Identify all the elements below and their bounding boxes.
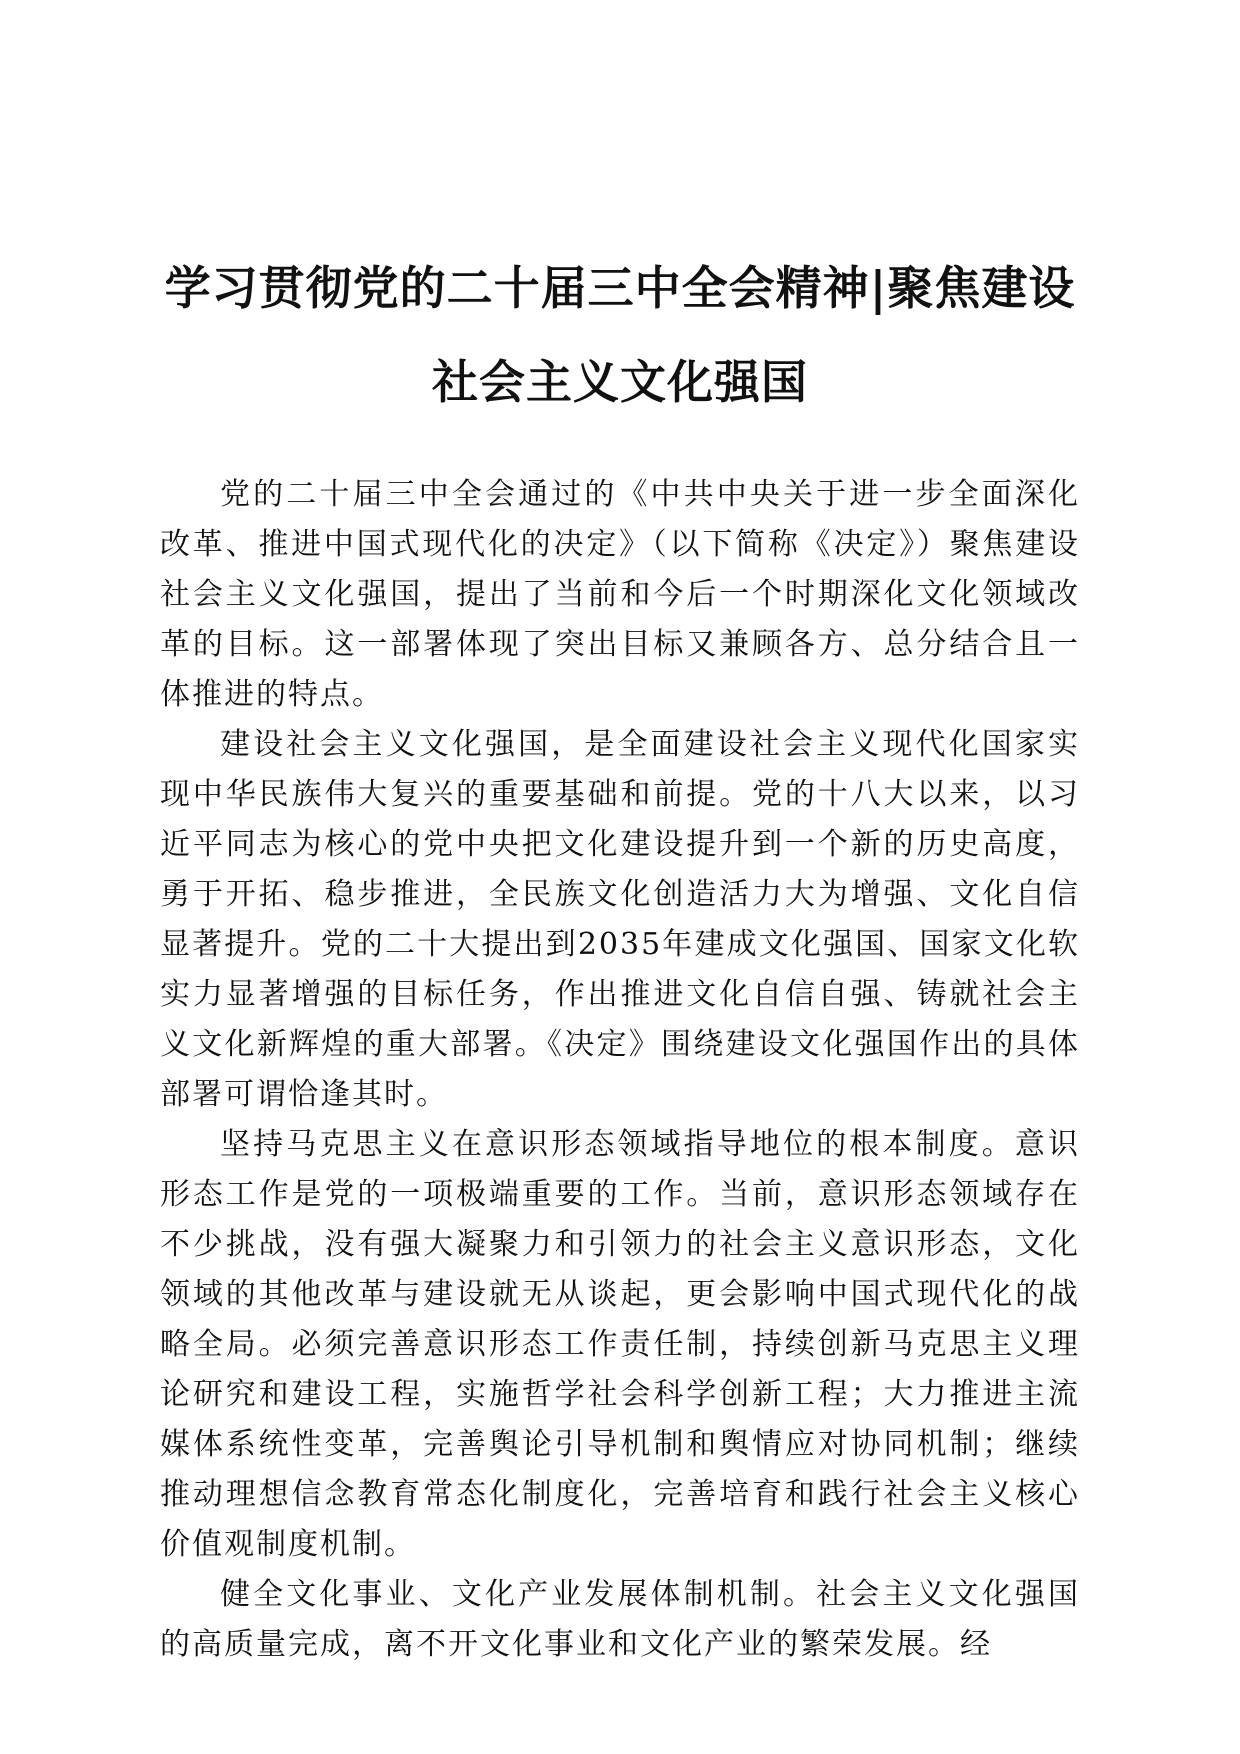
document-title-line-2: 社会主义文化强国 xyxy=(432,355,808,409)
paragraph-2: 建设社会主义文化强国，是全面建设社会主义现代化国家实现中华民族伟大复兴的重要基础和前提。党的十八大以来，以习近平同志为核心的党中央把文化建设提升到一个新的历史高度，勇于开拓、稳步推进，全民族文化创造活力大为增强、文化自信显著提升。党的二十大提出到2035年建成文化强国、国家文化软实力显著增强的目标任务，作出推进文化自信自强、铸就社会主义文化新辉煌的重大部署。《决定》围绕建设文化强国作出的具体部署可谓恰逢其时。 xyxy=(160,727,1080,1112)
paragraph-3: 坚持马克思主义在意识形态领域指导地位的根本制度。意识形态工作是党的一项极端重要的工作。当前，意识形态领域存在不少挑战，没有强大凝聚力和引领力的社会主义意识形态，文化领域的其他改革与建设就无从谈起，更会影响中国式现代化的战略全局。必须完善意识形态工作责任制，持续创新马克思主义理论研究和建设工程，实施哲学社会科学创新工程；大力推进主流媒体系统性变革，完善舆论引导机制和舆情应对协同机制；继续推动理想信念教育常态化制度化，完善培育和践行社会主义核心价值观制度机制。 xyxy=(160,1127,1080,1562)
paragraph-1: 党的二十届三中全会通过的《中共中央关于进一步全面深化改革、推进中国式现代化的决定》（以下简称《决定》）聚焦建设社会主义文化强国，提出了当前和今后一个时期深化文化领域改革的目标。这一部署体现了突出目标又兼顾各方、总分结合且一体推进的特点。 xyxy=(160,477,1080,712)
document-body xyxy=(160,470,1080,1670)
document-title-line-1: 学习贯彻党的二十届三中全会精神|聚焦建设 xyxy=(164,261,1076,315)
paragraph-4: 健全文化事业、文化产业发展体制机制。社会主义文化强国的高质量完成，离不开文化事业和文化产业的繁荣发展。经 xyxy=(160,1577,1080,1662)
